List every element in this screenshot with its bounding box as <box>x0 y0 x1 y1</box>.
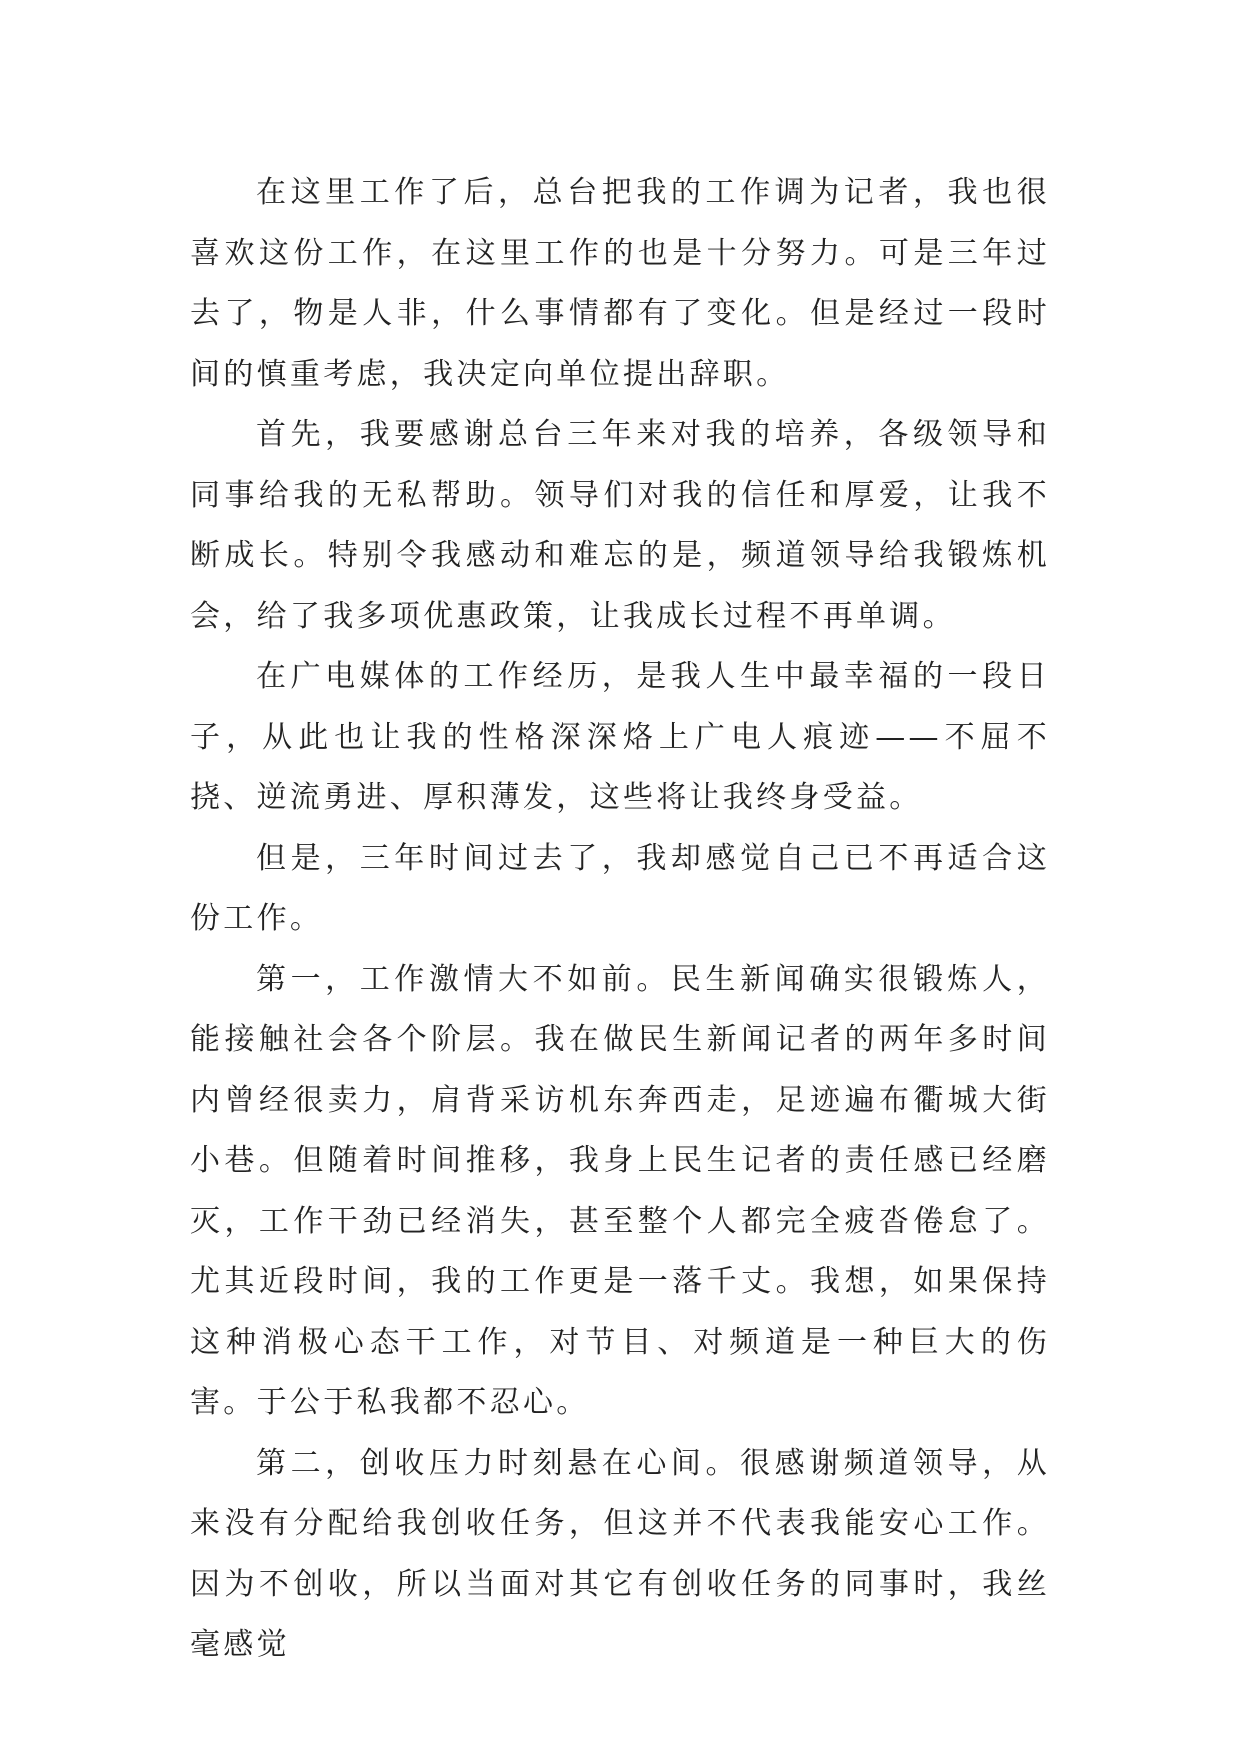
paragraph-4: 但是，三年时间过去了，我却感觉自己已不再适合这份工作。 <box>190 840 1050 936</box>
paragraph-5: 第一，工作激情大不如前。民生新闻确实很锻炼人，能接触社会各个阶层。我在做民生新闻记者的两年多时间内曾经很卖力，肩背采访机东奔西走，足迹遍布衢城大街小巷。但随着时间推移，我身上民生记者的责任感已经磨灭，工作干劲已经消失，甚至整个人都完全疲沓倦怠了。尤其近段时间，我的工作更是一落千丈。我想，如果保持这种消极心态干工作，对节目、对频道是一种巨大的伤害。于公于私我都不忍心。 <box>190 961 1050 1420</box>
document-body <box>190 163 1050 1676</box>
paragraph-3: 在广电媒体的工作经历，是我人生中最幸福的一段日子，从此也让我的性格深深烙上广电人痕迹——不屈不挠、逆流勇进、厚积薄发，这些将让我终身受益。 <box>190 659 1050 815</box>
paragraph-2: 首先，我要感谢总台三年来对我的培养，各级领导和同事给我的无私帮助。领导们对我的信任和厚爱，让我不断成长。特别令我感动和难忘的是，频道领导给我锻炼机会，给了我多项优惠政策，让我成长过程不再单调。 <box>190 417 1050 634</box>
paragraph-1: 在这里工作了后，总台把我的工作调为记者，我也很喜欢这份工作，在这里工作的也是十分努力。可是三年过去了，物是人非，什么事情都有了变化。但是经过一段时间的慎重考虑，我决定向单位提出辞职。 <box>190 175 1050 392</box>
paragraph-6: 第二，创收压力时刻悬在心间。很感谢频道领导，从来没有分配给我创收任务，但这并不代表我能安心工作。因为不创收，所以当面对其它有创收任务的同事时，我丝毫感觉 <box>190 1445 1050 1662</box>
